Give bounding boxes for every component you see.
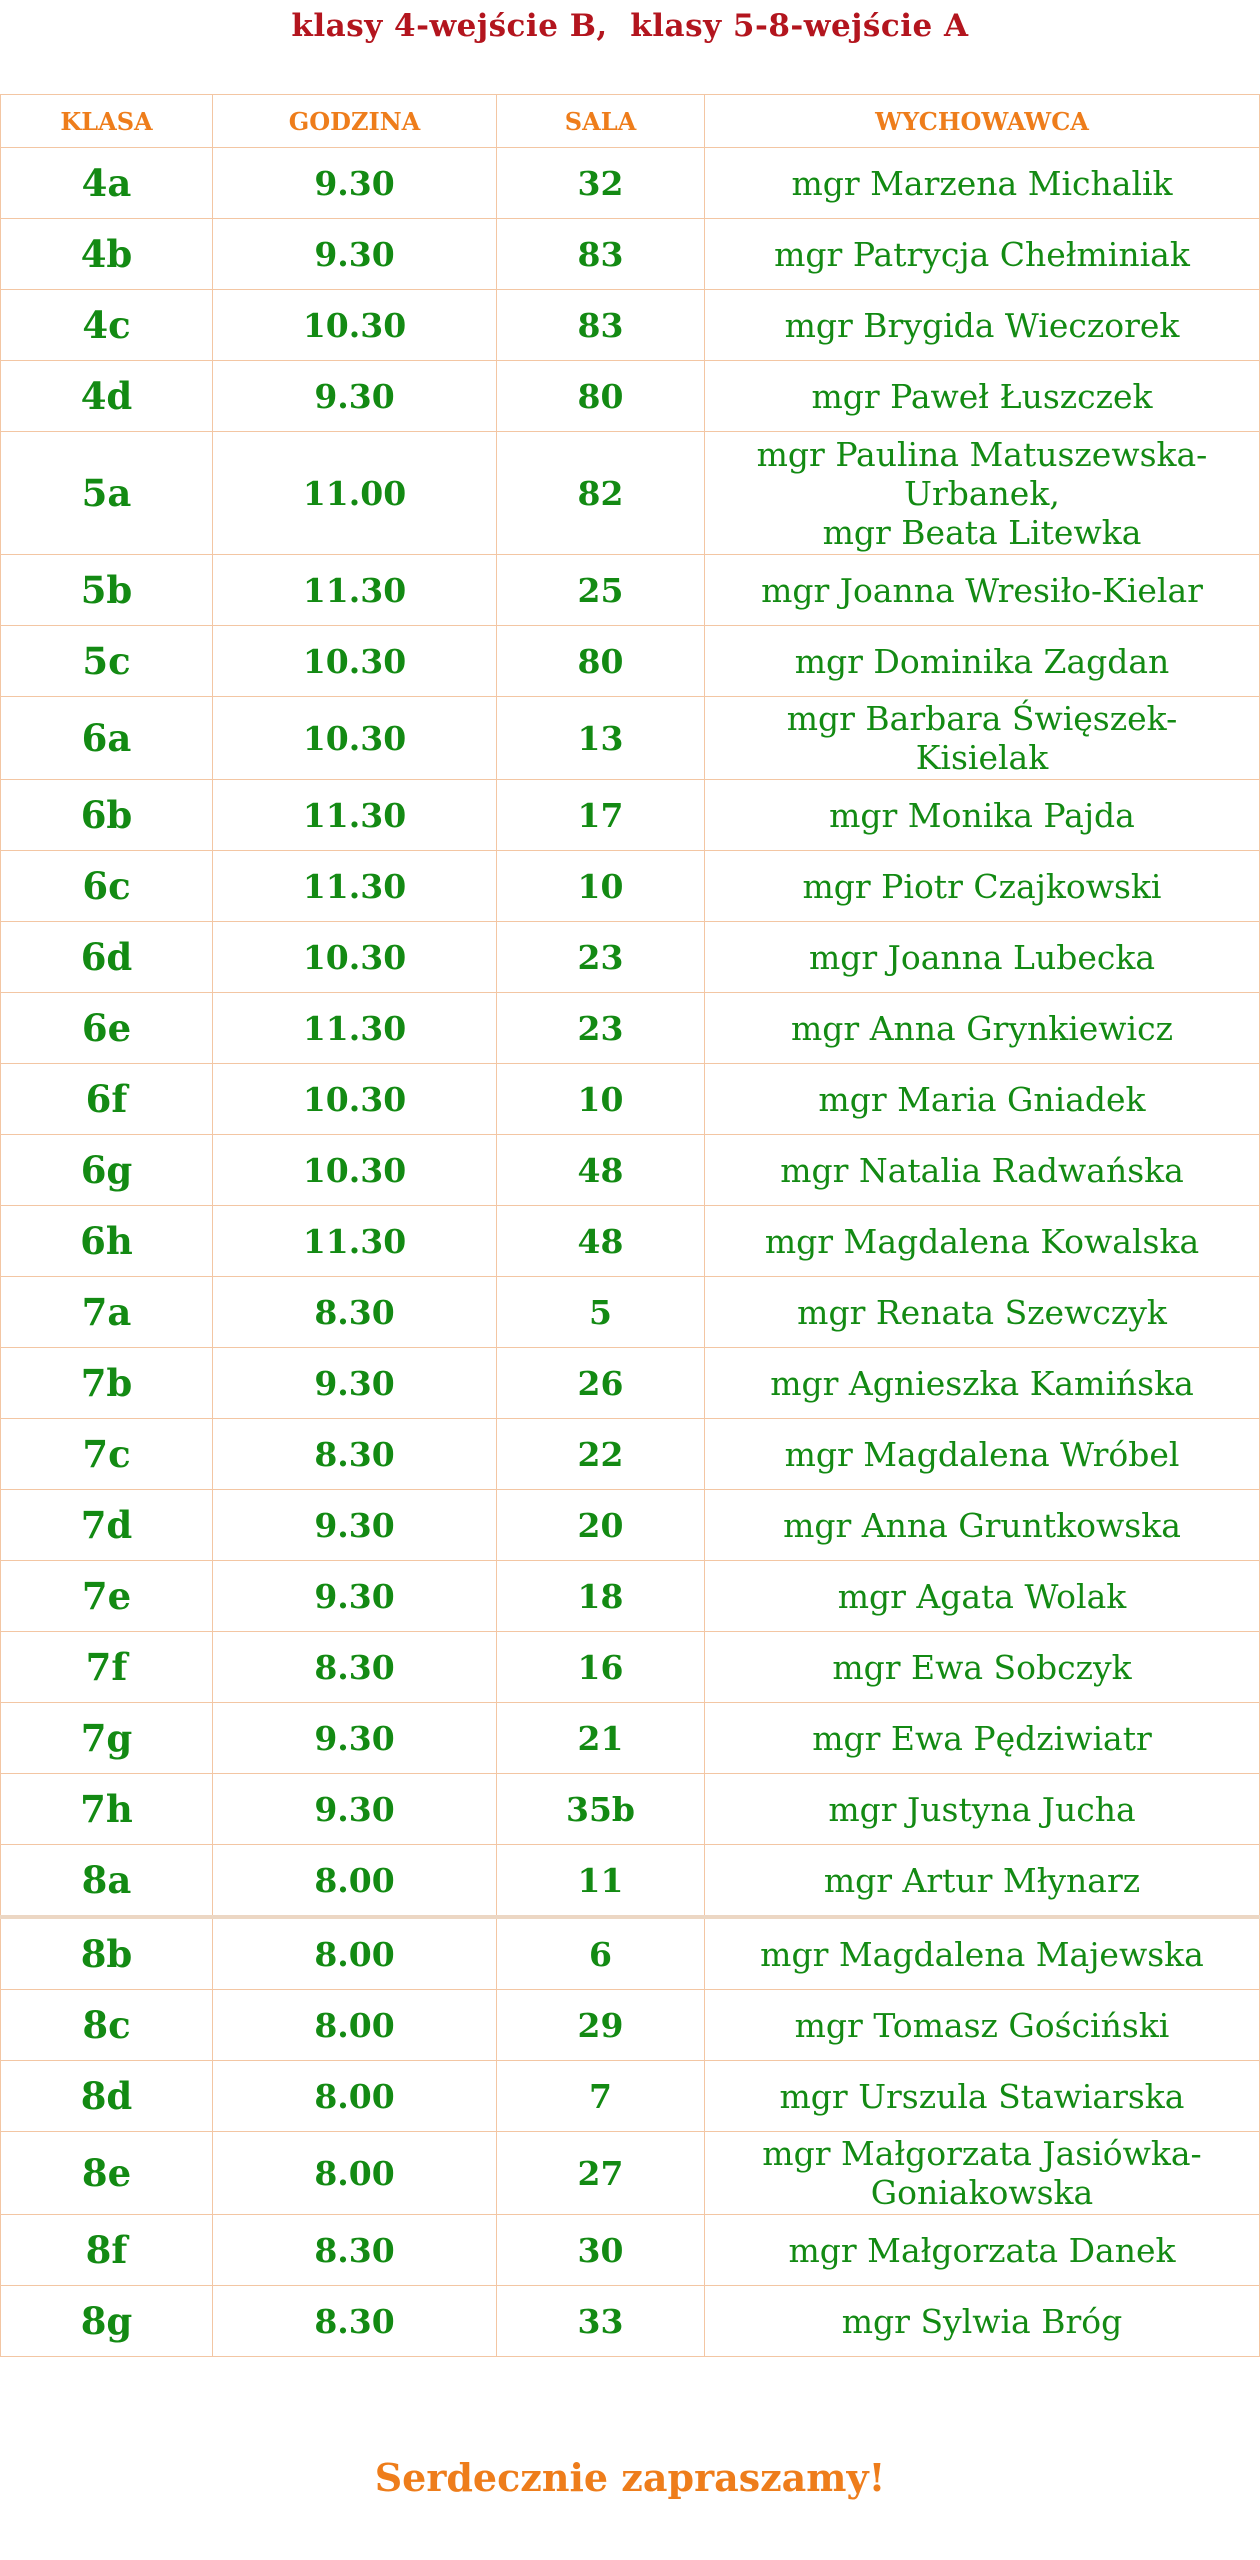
wychowawca-line: mgr Justyna Jucha — [828, 1789, 1136, 1829]
wychowawca-line: mgr Urszula Stawiarska — [779, 2076, 1185, 2116]
cell-godzina: 10.30 — [213, 626, 497, 697]
cell-godzina: 11.00 — [213, 432, 497, 555]
table-row — [1, 1419, 1260, 1490]
cell-wychowawca — [705, 1064, 1260, 1135]
table-row — [1, 626, 1260, 697]
cell-godzina: 9.30 — [213, 1348, 497, 1419]
cell-godzina: 11.30 — [213, 993, 497, 1064]
cell-godzina: 8.30 — [213, 2286, 497, 2357]
cell-sala: 25 — [497, 555, 705, 626]
cell-wychowawca — [705, 697, 1260, 780]
wychowawca-line: mgr Marzena Michalik — [791, 163, 1173, 203]
wychowawca-line: mgr Piotr Czajkowski — [802, 866, 1162, 906]
cell-godzina: 10.30 — [213, 1135, 497, 1206]
cell-wychowawca — [705, 851, 1260, 922]
table-row — [1, 780, 1260, 851]
table-body — [1, 148, 1260, 2357]
wychowawca-line: mgr Agata Wolak — [837, 1576, 1127, 1616]
table-row — [1, 2215, 1260, 2286]
cell-wychowawca — [705, 290, 1260, 361]
cell-klasa: 8b — [1, 1917, 213, 1990]
table-row — [1, 555, 1260, 626]
cell-wychowawca — [705, 361, 1260, 432]
cell-klasa: 6e — [1, 993, 213, 1064]
cell-klasa: 4a — [1, 148, 213, 219]
footer-invitation: Serdecznie zapraszamy! — [374, 2455, 886, 2500]
cell-klasa: 6h — [1, 1206, 213, 1277]
cell-wychowawca — [705, 922, 1260, 993]
cell-klasa: 7d — [1, 1490, 213, 1561]
cell-sala: 27 — [497, 2132, 705, 2215]
table-row — [1, 993, 1260, 1064]
table-row — [1, 148, 1260, 219]
header-sala: SALA — [497, 95, 705, 148]
cell-godzina: 8.00 — [213, 1845, 497, 1918]
cell-sala: 80 — [497, 626, 705, 697]
cell-sala: 23 — [497, 922, 705, 993]
cell-wychowawca — [705, 2061, 1260, 2132]
wychowawca-line: Urbanek, — [904, 473, 1060, 513]
wychowawca-line: mgr Małgorzata Danek — [788, 2230, 1176, 2270]
cell-wychowawca — [705, 1490, 1260, 1561]
wychowawca-line: mgr Paweł Łuszczek — [811, 376, 1153, 416]
wychowawca-line: mgr Joanna Lubecka — [808, 937, 1156, 977]
cell-sala: 20 — [497, 1490, 705, 1561]
cell-godzina: 8.00 — [213, 2061, 497, 2132]
page-title: klasy 4-wejście B, klasy 5-8-wejście A — [291, 8, 969, 44]
cell-sala: 26 — [497, 1348, 705, 1419]
cell-godzina: 10.30 — [213, 1064, 497, 1135]
table-row — [1, 2286, 1260, 2357]
cell-sala: 83 — [497, 219, 705, 290]
wychowawca-line: mgr Barbara Święszek- — [786, 699, 1178, 738]
table-row — [1, 2061, 1260, 2132]
cell-klasa: 7h — [1, 1774, 213, 1845]
cell-godzina: 9.30 — [213, 1703, 497, 1774]
table-row — [1, 1703, 1260, 1774]
cell-sala: 35b — [497, 1774, 705, 1845]
cell-godzina: 11.30 — [213, 851, 497, 922]
cell-wychowawca — [705, 1845, 1260, 1918]
wychowawca-line: mgr Artur Młynarz — [823, 1860, 1141, 1900]
cell-wychowawca — [705, 1135, 1260, 1206]
wychowawca-line: mgr Magdalena Kowalska — [764, 1221, 1200, 1261]
wychowawca-line: mgr Natalia Radwańska — [780, 1150, 1184, 1190]
cell-klasa: 7a — [1, 1277, 213, 1348]
cell-klasa: 5a — [1, 432, 213, 555]
cell-godzina: 9.30 — [213, 361, 497, 432]
wychowawca-line: mgr Joanna Wresiło-Kielar — [761, 570, 1203, 610]
cell-godzina: 8.30 — [213, 1632, 497, 1703]
table-row — [1, 290, 1260, 361]
cell-klasa: 4c — [1, 290, 213, 361]
cell-godzina: 9.30 — [213, 1490, 497, 1561]
cell-sala: 48 — [497, 1206, 705, 1277]
cell-wychowawca — [705, 555, 1260, 626]
cell-klasa: 5b — [1, 555, 213, 626]
table-row — [1, 2132, 1260, 2215]
cell-wychowawca — [705, 1917, 1260, 1990]
wychowawca-line: mgr Ewa Pędziwiatr — [812, 1718, 1152, 1758]
cell-klasa: 6f — [1, 1064, 213, 1135]
table-row — [1, 1490, 1260, 1561]
wychowawca-line: mgr Ewa Sobczyk — [832, 1647, 1132, 1687]
table-row — [1, 219, 1260, 290]
table-row — [1, 1990, 1260, 2061]
wychowawca-line: mgr Patrycja Chełminiak — [774, 234, 1190, 274]
cell-sala: 22 — [497, 1419, 705, 1490]
cell-wychowawca — [705, 219, 1260, 290]
table-row — [1, 432, 1260, 555]
table-header-row — [1, 95, 1260, 148]
cell-godzina: 8.30 — [213, 2215, 497, 2286]
wychowawca-line: mgr Maria Gniadek — [818, 1079, 1146, 1119]
cell-wychowawca — [705, 2215, 1260, 2286]
cell-wychowawca — [705, 1774, 1260, 1845]
cell-klasa: 5c — [1, 626, 213, 697]
table-row — [1, 361, 1260, 432]
cell-sala: 21 — [497, 1703, 705, 1774]
table-row — [1, 1561, 1260, 1632]
header-klasa: KLASA — [1, 95, 213, 148]
cell-sala: 80 — [497, 361, 705, 432]
cell-sala: 7 — [497, 2061, 705, 2132]
cell-wychowawca — [705, 1277, 1260, 1348]
cell-godzina: 10.30 — [213, 922, 497, 993]
cell-sala: 32 — [497, 148, 705, 219]
cell-klasa: 6d — [1, 922, 213, 993]
cell-klasa: 6g — [1, 1135, 213, 1206]
cell-godzina: 9.30 — [213, 1561, 497, 1632]
wychowawca-line: Kisielak — [915, 738, 1049, 777]
cell-klasa: 6a — [1, 697, 213, 780]
cell-wychowawca — [705, 780, 1260, 851]
cell-klasa: 7b — [1, 1348, 213, 1419]
cell-klasa: 4d — [1, 361, 213, 432]
cell-sala: 16 — [497, 1632, 705, 1703]
cell-wychowawca — [705, 626, 1260, 697]
cell-godzina: 8.00 — [213, 2132, 497, 2215]
wychowawca-line: mgr Małgorzata Jasiówka- — [762, 2134, 1202, 2173]
wychowawca-line: mgr Magdalena Wróbel — [784, 1434, 1180, 1474]
wychowawca-line: mgr Anna Gruntkowska — [783, 1505, 1181, 1545]
cell-wychowawca — [705, 1206, 1260, 1277]
cell-wychowawca — [705, 1703, 1260, 1774]
table-row — [1, 851, 1260, 922]
cell-godzina: 11.30 — [213, 780, 497, 851]
cell-sala: 83 — [497, 290, 705, 361]
cell-klasa: 8a — [1, 1845, 213, 1918]
table-row — [1, 1064, 1260, 1135]
table-row — [1, 1348, 1260, 1419]
cell-sala: 82 — [497, 432, 705, 555]
cell-wychowawca — [705, 432, 1260, 555]
table-row — [1, 1135, 1260, 1206]
cell-klasa: 4b — [1, 219, 213, 290]
wychowawca-line: Goniakowska — [870, 2173, 1094, 2212]
table-row — [1, 697, 1260, 780]
table-row — [1, 1277, 1260, 1348]
wychowawca-line: mgr Sylwia Bróg — [841, 2301, 1123, 2341]
table-row — [1, 922, 1260, 993]
cell-wychowawca — [705, 1561, 1260, 1632]
cell-klasa: 7f — [1, 1632, 213, 1703]
cell-wychowawca — [705, 1348, 1260, 1419]
cell-wychowawca — [705, 1632, 1260, 1703]
table-row — [1, 1917, 1260, 1990]
cell-godzina: 8.00 — [213, 1990, 497, 2061]
wychowawca-line: mgr Brygida Wieczorek — [784, 305, 1180, 345]
cell-sala: 18 — [497, 1561, 705, 1632]
wychowawca-line: mgr Renata Szewczyk — [797, 1292, 1167, 1332]
cell-sala: 6 — [497, 1917, 705, 1990]
cell-godzina: 10.30 — [213, 290, 497, 361]
cell-sala: 29 — [497, 1990, 705, 2061]
cell-godzina: 8.30 — [213, 1277, 497, 1348]
table-row — [1, 1632, 1260, 1703]
cell-sala: 10 — [497, 851, 705, 922]
wychowawca-line: mgr Beata Litewka — [822, 512, 1142, 552]
cell-sala: 48 — [497, 1135, 705, 1206]
header-godzina: GODZINA — [213, 95, 497, 148]
cell-klasa: 6b — [1, 780, 213, 851]
table-row — [1, 1845, 1260, 1918]
cell-klasa: 8c — [1, 1990, 213, 2061]
wychowawca-line: mgr Monika Pajda — [829, 795, 1135, 835]
cell-sala: 10 — [497, 1064, 705, 1135]
cell-klasa: 7c — [1, 1419, 213, 1490]
cell-sala: 17 — [497, 780, 705, 851]
cell-wychowawca — [705, 993, 1260, 1064]
cell-wychowawca — [705, 1990, 1260, 2061]
cell-sala: 11 — [497, 1845, 705, 1918]
cell-wychowawca — [705, 1419, 1260, 1490]
cell-klasa: 8g — [1, 2286, 213, 2357]
cell-godzina: 10.30 — [213, 697, 497, 780]
cell-godzina: 8.00 — [213, 1917, 497, 1990]
cell-godzina: 9.30 — [213, 148, 497, 219]
cell-godzina: 9.30 — [213, 1774, 497, 1845]
cell-klasa: 6c — [1, 851, 213, 922]
cell-klasa: 8d — [1, 2061, 213, 2132]
cell-wychowawca — [705, 2286, 1260, 2357]
header-wychowawca: WYCHOWAWCA — [705, 95, 1260, 148]
wychowawca-line: mgr Dominika Zagdan — [794, 641, 1170, 681]
wychowawca-line: mgr Tomasz Gościński — [794, 2005, 1170, 2045]
cell-sala: 5 — [497, 1277, 705, 1348]
cell-godzina: 8.30 — [213, 1419, 497, 1490]
cell-klasa: 8e — [1, 2132, 213, 2215]
cell-sala: 33 — [497, 2286, 705, 2357]
cell-godzina: 11.30 — [213, 555, 497, 626]
table-row — [1, 1206, 1260, 1277]
wychowawca-line: mgr Magdalena Majewska — [760, 1934, 1204, 1974]
cell-klasa: 7e — [1, 1561, 213, 1632]
cell-sala: 13 — [497, 697, 705, 780]
wychowawca-line: mgr Agnieszka Kamińska — [770, 1363, 1194, 1403]
cell-sala: 30 — [497, 2215, 705, 2286]
cell-wychowawca — [705, 148, 1260, 219]
cell-godzina: 9.30 — [213, 219, 497, 290]
cell-wychowawca — [705, 2132, 1260, 2215]
wychowawca-line: mgr Paulina Matuszewska- — [756, 434, 1208, 474]
wychowawca-line: mgr Anna Grynkiewicz — [791, 1008, 1173, 1048]
cell-klasa: 8f — [1, 2215, 213, 2286]
table-row — [1, 1774, 1260, 1845]
cell-klasa: 7g — [1, 1703, 213, 1774]
cell-sala: 23 — [497, 993, 705, 1064]
cell-godzina: 11.30 — [213, 1206, 497, 1277]
schedule-table — [0, 94, 1260, 2357]
